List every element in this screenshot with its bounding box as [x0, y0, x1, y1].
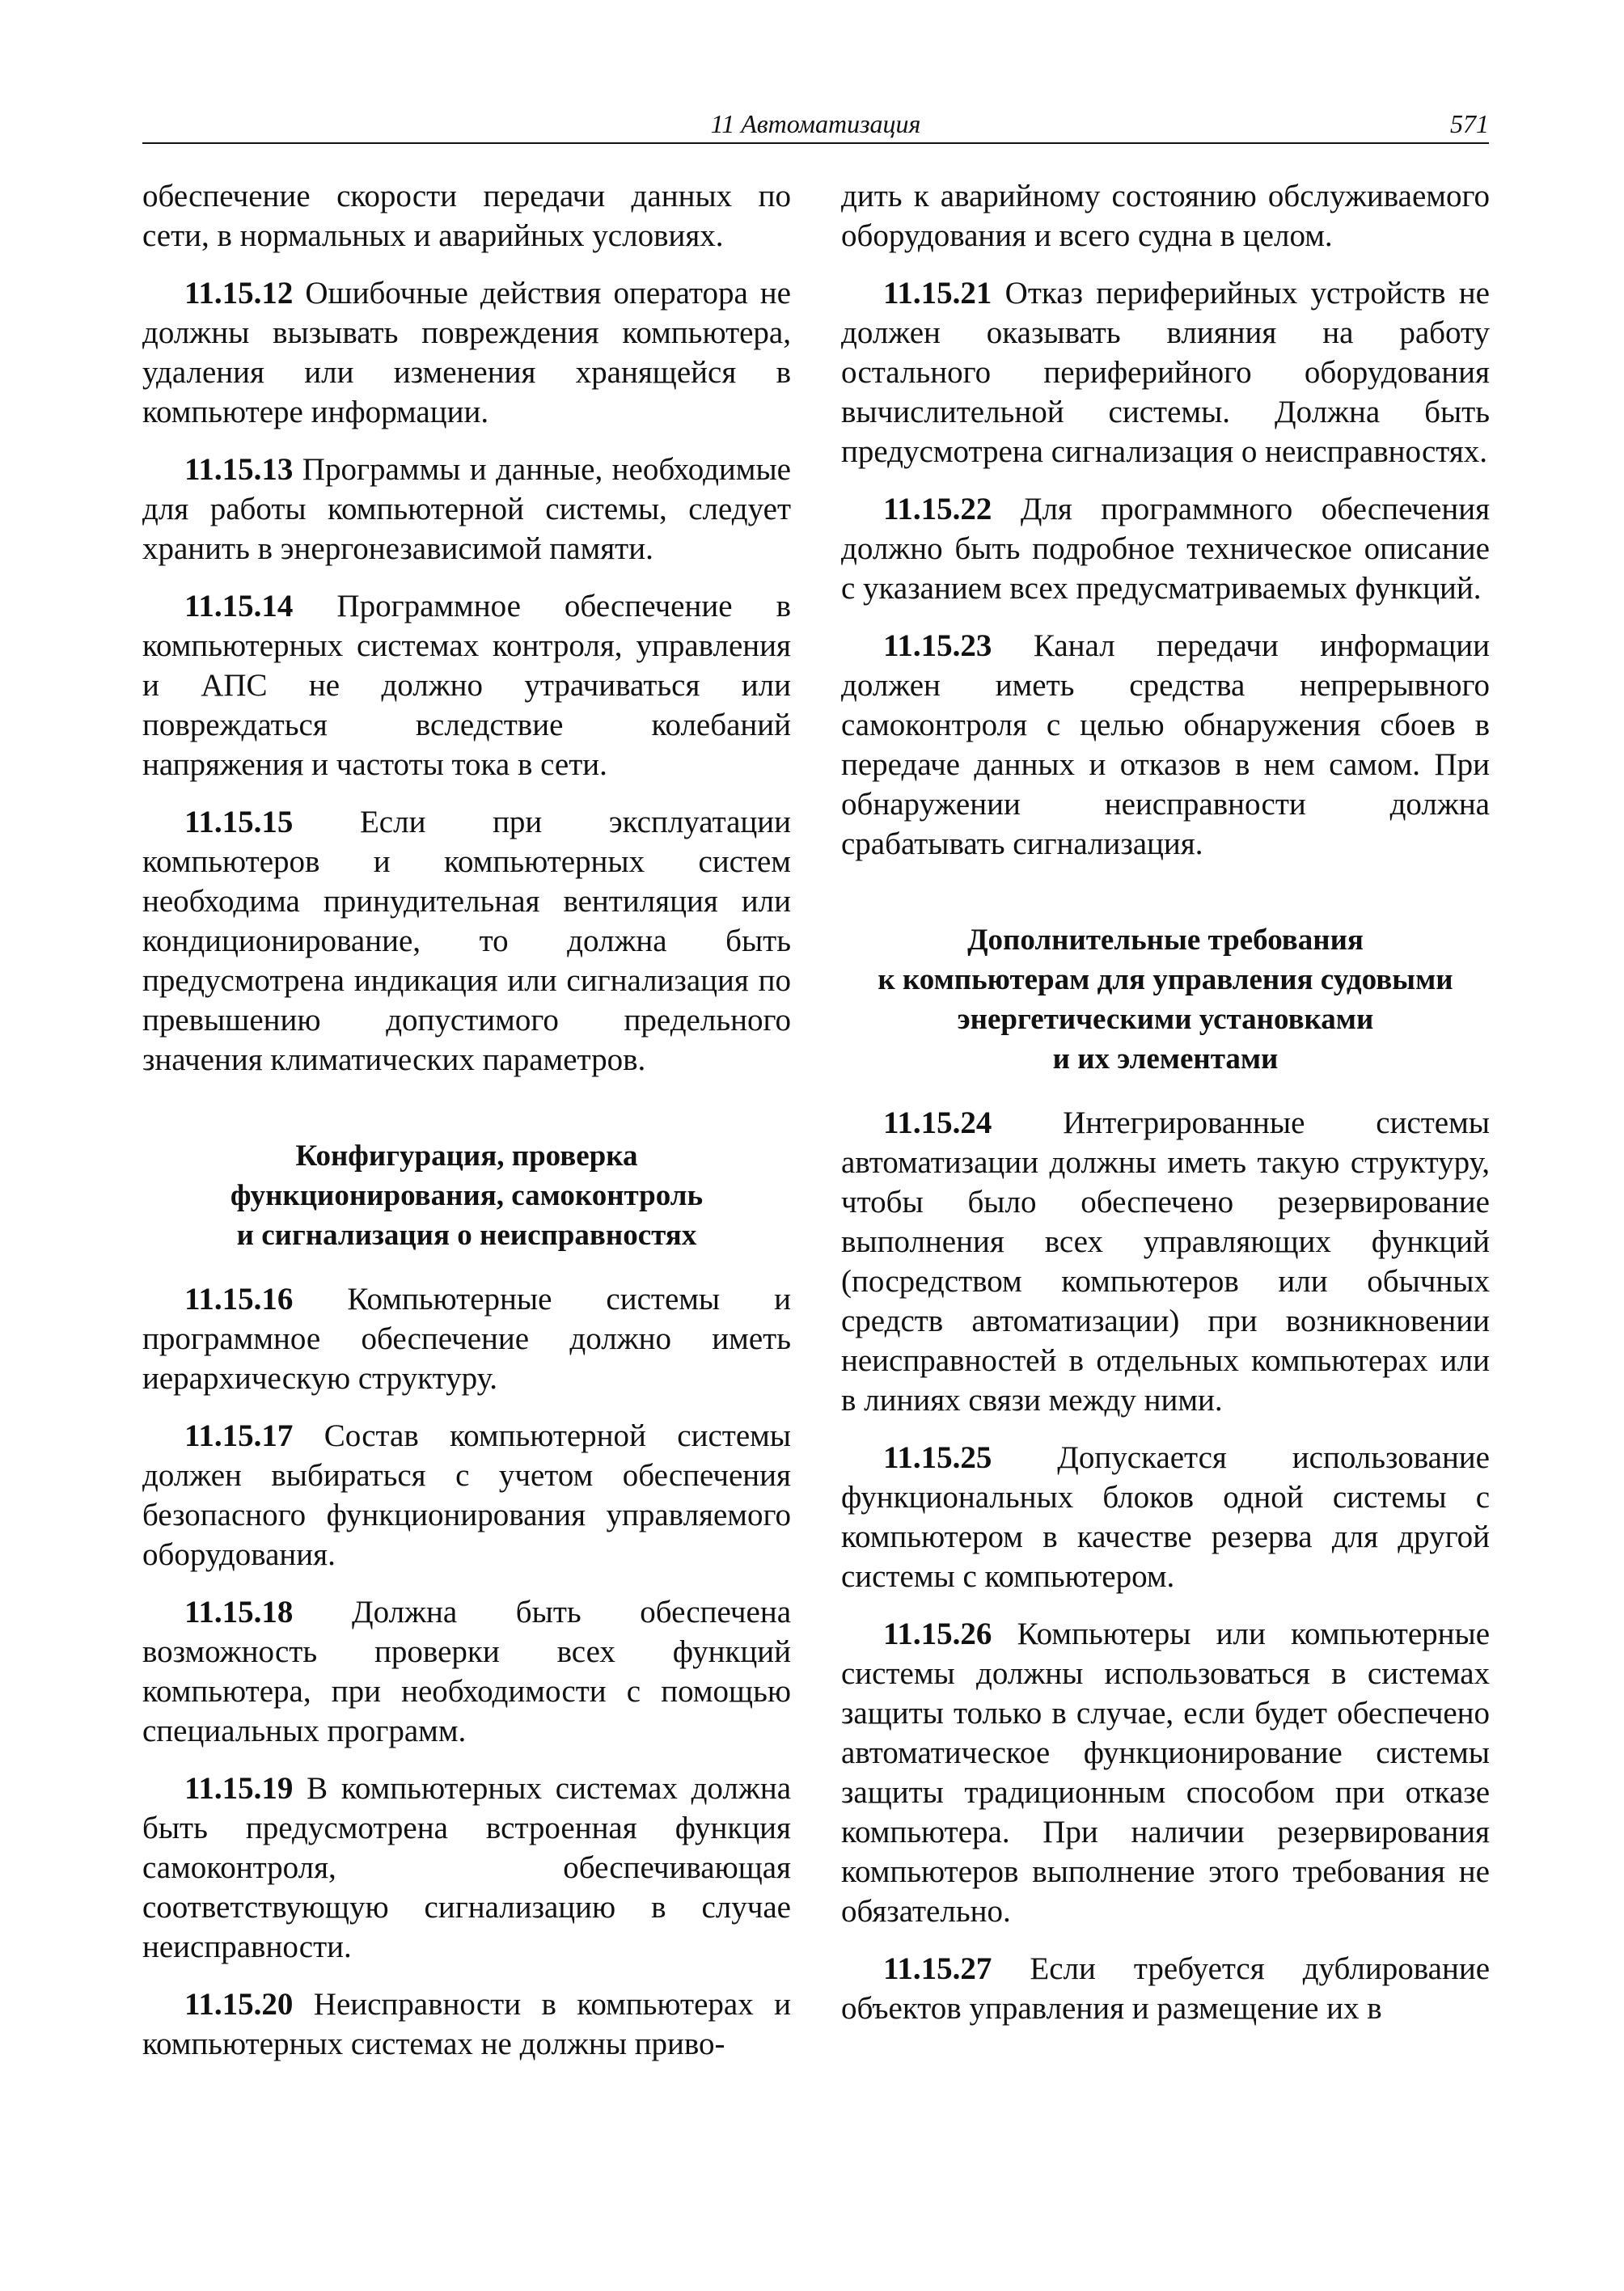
clause-number: 11.15.17 — [184, 1418, 294, 1453]
clause-paragraph — [142, 1279, 791, 1398]
clause-number: 11.15.22 — [883, 492, 992, 526]
clause-number: 11.15.14 — [184, 589, 294, 623]
clause-number: 11.15.19 — [184, 1771, 294, 1806]
clause-text: Программы и данные, необходимые для работы компьютерной системы, следует хранить в энергонезависимой памяти. — [142, 452, 791, 566]
clause-paragraph — [142, 1416, 791, 1575]
clause-text: Интегрированные системы автоматизации должны иметь такую структуру, чтобы было обеспечено резервирование выполнения всех управляющих функций (посредством компьютеров или обычных средств автоматизации) при возникновении неисправностей в отдельных компьютерах или в линиях связи между ними. — [841, 1105, 1490, 1418]
clause-text: Состав компьютерной системы должен выбираться с учетом обеспечения безопасного функционирования управляемого оборудования. — [142, 1418, 792, 1572]
clause-paragraph — [142, 1985, 791, 2064]
clause-text: Отказ периферийных устройств не должен оказывать влияния на работу остального периферийного оборудования вычислительной системы. Должна быть предусмотрена сигнализация о неисправностях. — [841, 276, 1490, 469]
clause-paragraph — [142, 273, 791, 432]
clause-paragraph — [841, 273, 1490, 471]
section-heading — [841, 920, 1490, 1079]
section-heading-line: Дополнительные требования — [967, 924, 1364, 957]
clause-text: Для программного обеспечения должно быть подробное техническое описание с указанием всех предусматриваемых функций. — [841, 492, 1491, 606]
clause-paragraph — [142, 1769, 791, 1967]
section-heading-line: и их элементами — [1052, 1042, 1279, 1076]
section-heading — [142, 1136, 791, 1255]
clause-text: Допускается использование функциональных блоков одной системы с компьютером в качестве резерва для другой системы с компьютером. — [841, 1440, 1490, 1594]
continuation-paragraph: дить к аварийному состоянию обслуживаемого оборудования и всего судна в целом. — [841, 179, 1490, 253]
clause-number: 11.15.23 — [883, 628, 992, 663]
section-heading-line: энергетическими установками — [957, 1003, 1374, 1036]
clause-number: 11.15.12 — [184, 276, 294, 311]
clause-number: 11.15.20 — [184, 1987, 294, 2022]
clause-number: 11.15.18 — [184, 1595, 294, 1629]
clause-number: 11.15.15 — [184, 805, 294, 839]
clause-paragraph — [142, 586, 791, 784]
section-heading-line: к компьютерам для управления судовыми — [878, 963, 1453, 996]
clause-paragraph — [841, 1614, 1490, 1931]
left-column — [142, 176, 791, 2064]
clause-text: Если при эксплуатации компьютеров и компьютерных систем необходима принудительная вентиляция или кондиционирование, то должна быть предусмотрена индикация или сигнализация по превышению допустимого предельного значения климатических параметров. — [142, 805, 792, 1077]
clause-text: Неисправности в компьютерах и компьютерных системах не должны приво- — [142, 1987, 791, 2061]
clause-text: Компьютерные системы и программное обеспечение должно иметь иерархическую структуру. — [142, 1282, 792, 1396]
page-number: 571 — [1450, 109, 1489, 138]
page-header — [142, 102, 1489, 144]
running-title: 11 Автоматизация — [710, 109, 921, 138]
clause-paragraph — [142, 1592, 791, 1751]
section-heading-line: и сигнализация о неисправностях — [236, 1219, 697, 1252]
clause-text: В компьютерных системах должна быть предусмотрена встроенная функция самоконтроля, обеспечивающая соответствующую сигнализацию в случае неисправности. — [142, 1771, 792, 1964]
clause-text: Канал передачи информации должен иметь средства непрерывного самоконтроля с целью обнаружения сбоев в передаче данных и отказов в нем самом. При обнаружении неисправности должна срабатывать сигнализация. — [841, 628, 1491, 861]
clause-text: Ошибочные действия оператора не должны вызывать повреждения компьютера, удаления или изменения хранящейся в компьютере информации. — [142, 276, 791, 429]
clause-paragraph — [841, 1103, 1490, 1420]
right-column — [841, 176, 1490, 2028]
section-heading-line: функционирования, самоконтроль — [230, 1179, 704, 1212]
clause-text: Должна быть обеспечена возможность проверки всех функций компьютера, при необходимости с помощью специальных программ. — [142, 1595, 792, 1748]
clause-text: Программное обеспечение в компьютерных системах контроля, управления и АПС не должно утрачиваться или повреждаться вследствие колебаний напряжения и частоты тока в сети. — [142, 589, 791, 782]
clause-paragraph — [142, 802, 791, 1080]
clause-number: 11.15.16 — [184, 1282, 294, 1317]
clause-number: 11.15.26 — [883, 1617, 992, 1651]
clause-text: Если требуется дублирование объектов управления и размещение их в — [841, 1951, 1491, 2026]
clause-paragraph — [841, 489, 1490, 608]
section-heading-line: Конфигурация, проверка — [295, 1139, 638, 1173]
continuation-paragraph: обеспечение скорости передачи данных по сети, в нормальных и аварийных условиях. — [142, 179, 791, 253]
clause-number: 11.15.25 — [883, 1440, 992, 1475]
clause-number: 11.15.21 — [883, 276, 992, 311]
clause-text: Компьютеры или компьютерные системы должны использоваться в системах защиты только в случае, если будет обеспечено автоматическое функционирование системы защиты традиционным способом при отказе компьютера. При наличии резервирования компьютеров выполнение этого требования не обязательно. — [841, 1617, 1491, 1929]
clause-number: 11.15.13 — [184, 452, 294, 487]
clause-paragraph — [841, 1438, 1490, 1596]
clause-paragraph — [142, 450, 791, 569]
clause-number: 11.15.27 — [883, 1951, 992, 1986]
clause-paragraph — [841, 626, 1490, 864]
clause-number: 11.15.24 — [883, 1105, 992, 1140]
clause-paragraph — [841, 1949, 1490, 2028]
